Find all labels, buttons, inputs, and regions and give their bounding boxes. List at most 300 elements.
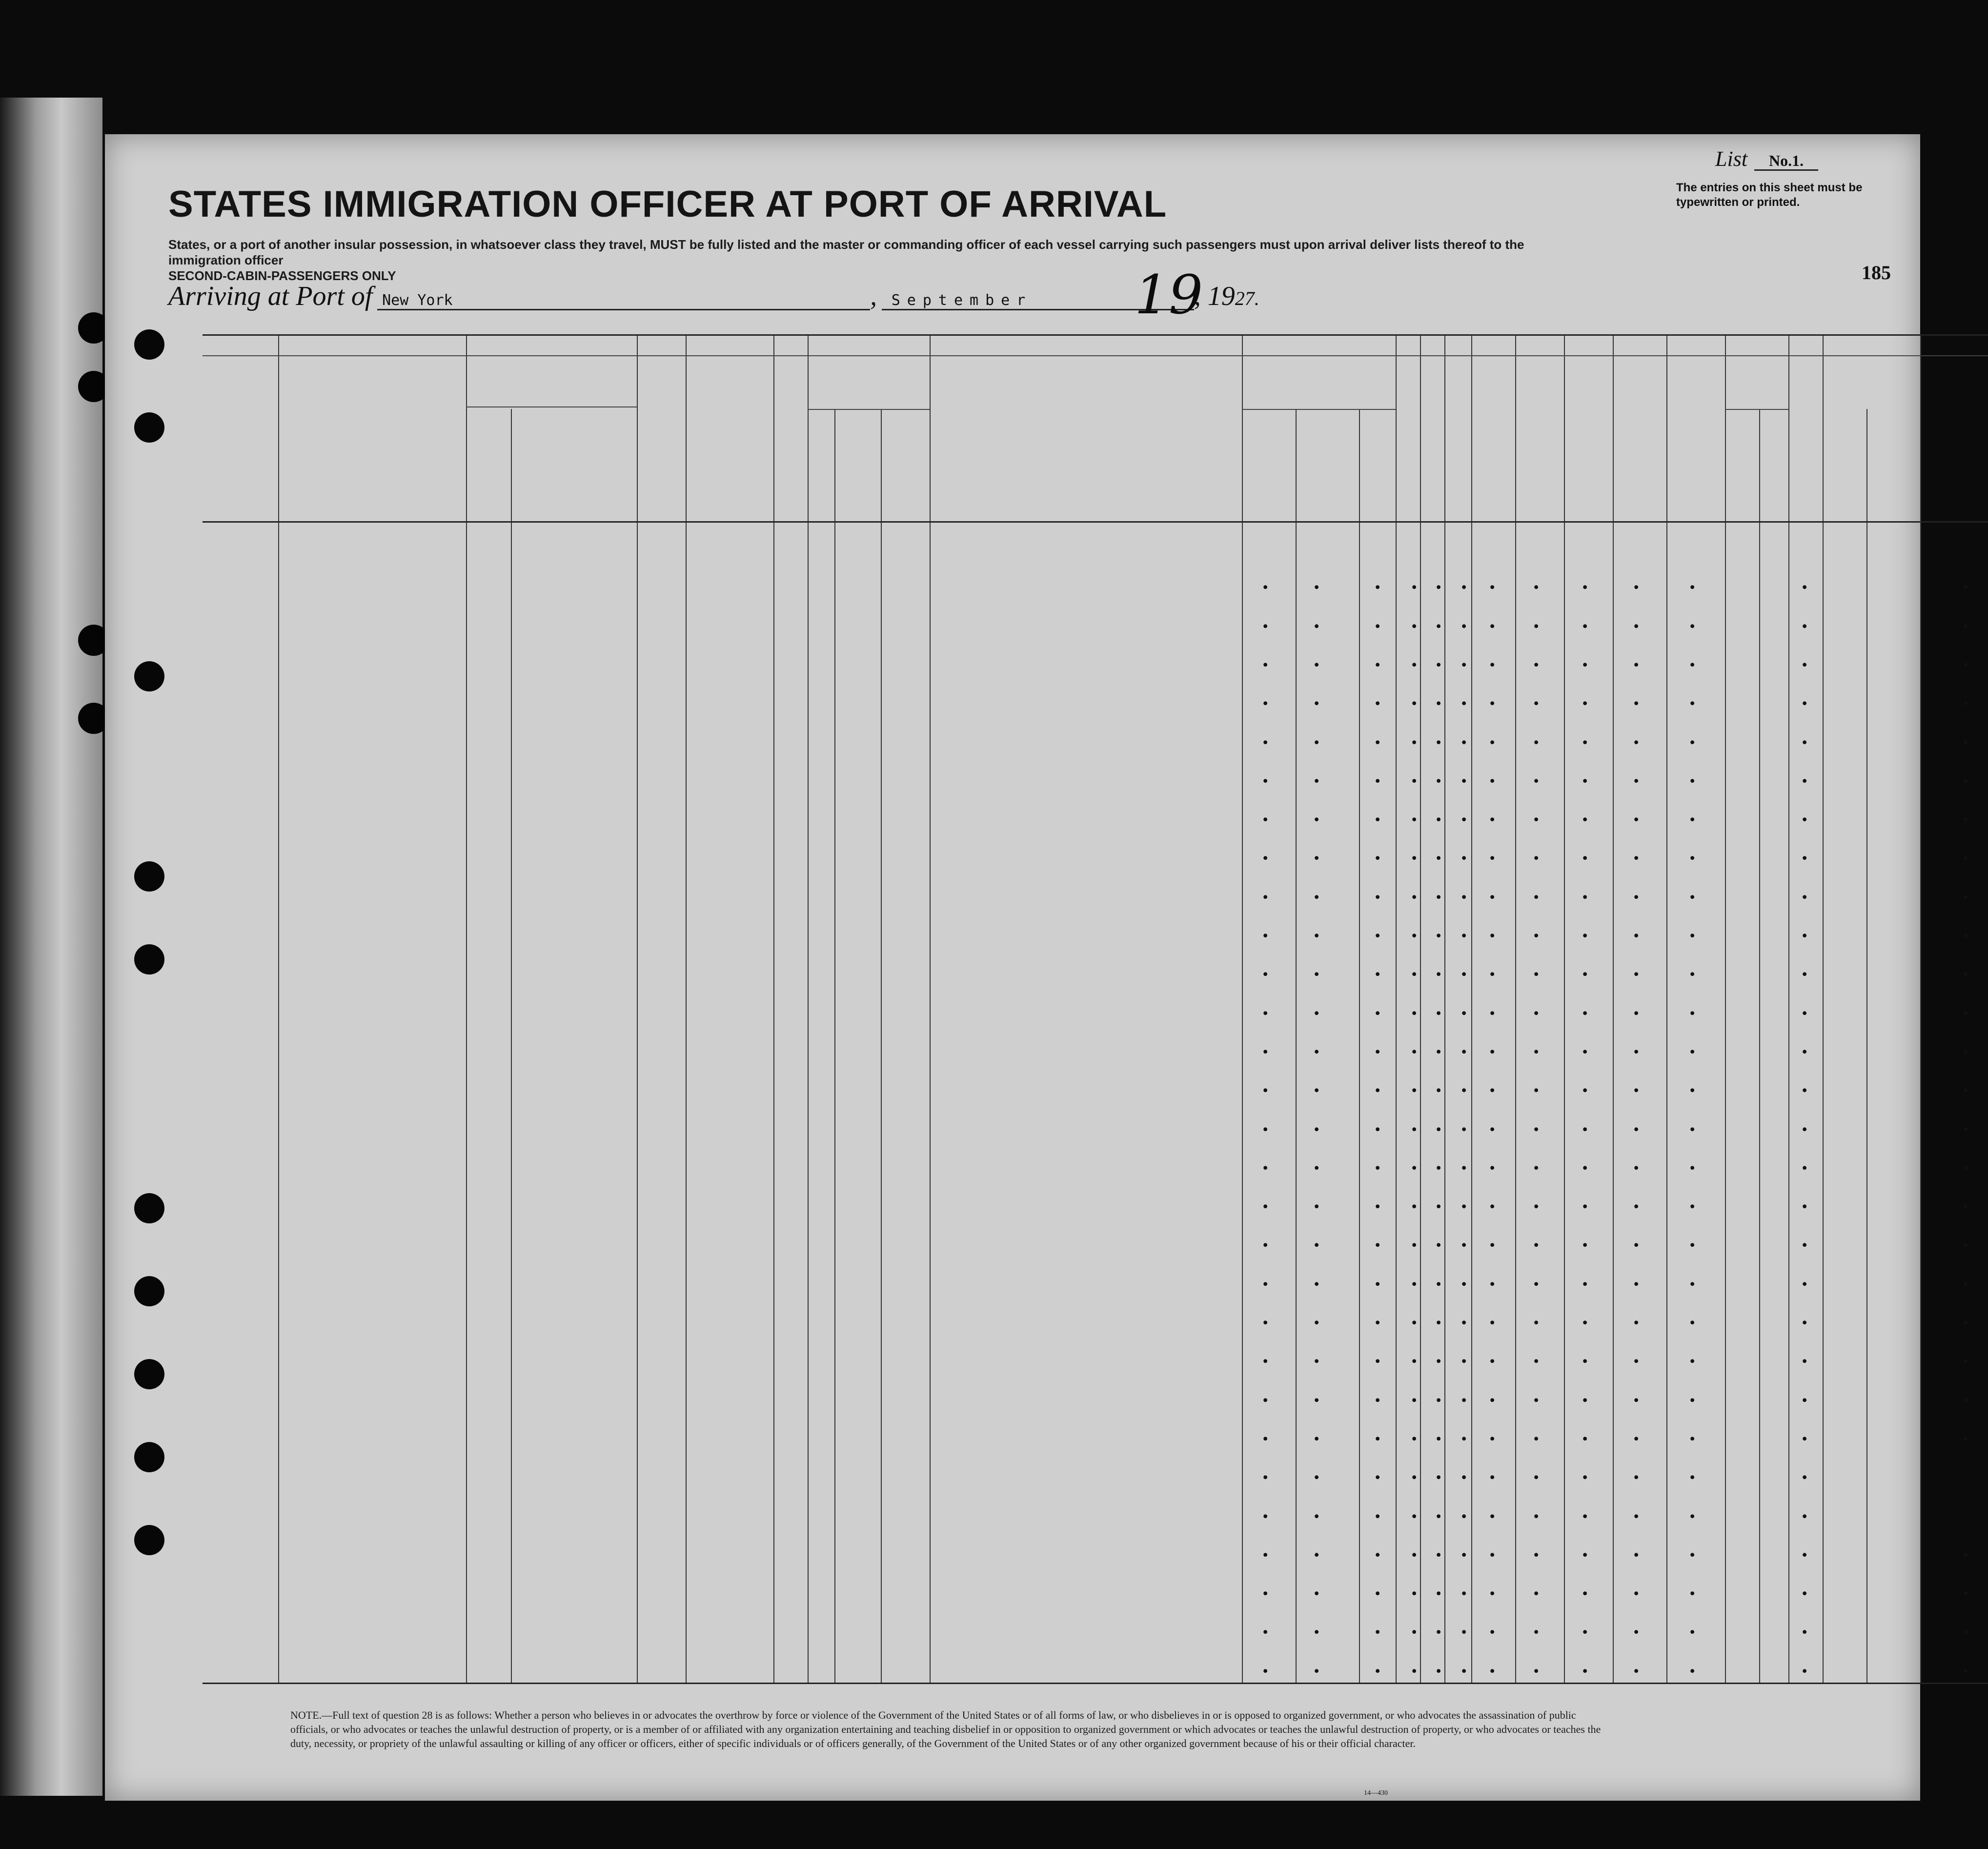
manifest-row [203, 1419, 1988, 1454]
ditto-dot: • [1962, 619, 1970, 634]
ditto-dot: • [1313, 1238, 1321, 1254]
ditto-dot: • [1688, 1006, 1697, 1021]
subtitle-text: States, or a port of another insular possession, in whatsoever class they travel, MUST be fully listed and the master or commanding officer of each vessel carrying such passengers must upon arrival deliver lists thereof to the immigration officer [168, 237, 1524, 267]
ditto-dot: • [1460, 1238, 1468, 1254]
ditto-dot: • [1488, 1547, 1497, 1563]
header-hair [1827, 453, 1866, 467]
ditto-dot: • [1313, 1509, 1321, 1524]
manifest-row [203, 1535, 1988, 1570]
ditto-dot: • [1632, 1431, 1641, 1447]
handwritten-day: 19 [1135, 264, 1203, 326]
ditto-dot: • [1374, 1431, 1382, 1447]
ditto-dot: • [1801, 773, 1809, 789]
ditto-dot: • [1688, 1547, 1697, 1563]
ditto-dot: • [1632, 890, 1641, 905]
ditto-dot: • [1962, 580, 1970, 596]
ditto-dot: • [1532, 619, 1541, 634]
ditto-dot: • [1581, 1238, 1589, 1254]
ditto-dot: • [1801, 967, 1809, 983]
ditto-dot: • [1632, 1625, 1641, 1641]
list-label: List [1715, 147, 1748, 171]
ditto-dot: • [1581, 1044, 1589, 1060]
page-number: 185 [1862, 262, 1891, 284]
header-polygamist [1422, 370, 1442, 516]
ditto-dot: • [1410, 1625, 1419, 1641]
ditto-dot: • [1688, 1238, 1697, 1254]
month-field: September [882, 292, 1194, 310]
ditto-dot: • [1581, 580, 1589, 596]
ditto-dot: • [1962, 773, 1970, 789]
ditto-dot: • [1801, 1160, 1809, 1176]
header-length-of-stay [1303, 414, 1352, 516]
manifest-row [203, 915, 1988, 951]
ditto-dot: • [1261, 1316, 1270, 1331]
form-number: 14—430 [1364, 1789, 1388, 1797]
ditto-dot: • [1962, 1316, 1970, 1331]
ditto-dot: • [1488, 1586, 1497, 1602]
ditto-dot: • [1688, 1122, 1697, 1138]
header-passage-paid [690, 375, 769, 409]
ditto-dot: • [1261, 890, 1270, 905]
ditto-dot: • [1410, 773, 1419, 789]
ditto-dot: • [1261, 967, 1270, 983]
ditto-dot: • [1632, 1509, 1641, 1524]
ditto-dot: • [1374, 580, 1382, 596]
list-number-box [1715, 146, 1920, 171]
list-note: The entries on this sheet must be typewritten or printed. [1676, 181, 1863, 209]
ditto-dot: • [1410, 890, 1419, 905]
ditto-dot: • [1581, 657, 1589, 673]
ditto-dot: • [1374, 851, 1382, 867]
ditto-dot: • [1488, 696, 1497, 712]
ditto-dot: • [1632, 1277, 1641, 1292]
ditto-dot: • [1313, 773, 1321, 789]
ditto-dot: • [1532, 657, 1541, 673]
ditto-dot: • [1962, 1238, 1970, 1254]
ditto-dot: • [1313, 1547, 1321, 1563]
ditto-dot: • [1581, 773, 1589, 789]
header-color-of [1827, 389, 1906, 404]
ditto-dot: • [1801, 890, 1809, 905]
ditto-dot: • [1632, 1199, 1641, 1215]
ditto-dot: • [1532, 1083, 1541, 1099]
ditto-dot: • [1435, 1470, 1443, 1486]
ditto-dot: • [1581, 967, 1589, 983]
ditto-dot: • [1460, 1547, 1468, 1563]
manifest-row [203, 1148, 1988, 1183]
ditto-dot: • [1460, 696, 1468, 712]
ditto-dot: • [1801, 1122, 1809, 1138]
ditto-dot: • [1488, 1470, 1497, 1486]
ditto-dot: • [1688, 1586, 1697, 1602]
ditto-dot: • [1313, 1470, 1321, 1486]
footnote: NOTE.—Full text of question 28 is as follows: Whether a person who believes in or advocates the overthrow by force or violence of the Government of the United States or of all forms of law, or who disbelieves in or is opposed to organized government, or who advocates the assassination of public officials, or who advocates or teaches the unlawful destruction of property, or is a member of or affiliated with any organization entertaining and teaching disbelief in or opposition to organized government or which advocates or teaches the unlawful destruction of property, or who advocates or teaches the duty, necessity, or propriety of the unlawful assaulting or killing of any officer or officers, either of specific individuals or of officers generally, of the Government of the United States or of any other organized government because of his or their official character. [290, 1709, 1601, 1749]
punch-hole [134, 1442, 164, 1472]
ditto-dot: • [1801, 1431, 1809, 1447]
ditto-dot: • [1632, 851, 1641, 867]
ditto-dot: • [1532, 929, 1541, 944]
ditto-dot: • [1581, 1006, 1589, 1021]
ditto-dot: • [1581, 619, 1589, 634]
punch-hole [134, 1525, 164, 1555]
ditto-dot: • [1962, 1044, 1970, 1060]
ditto-dot: • [1532, 773, 1541, 789]
ditto-dot: • [1261, 1625, 1270, 1641]
ditto-dot: • [1261, 813, 1270, 828]
ditto-dot: • [1688, 1470, 1697, 1486]
ditto-dot: • [1410, 1509, 1419, 1524]
ditto-dot: • [1801, 851, 1809, 867]
header-marks [1925, 424, 1988, 453]
header-final-destination [471, 365, 656, 385]
ditto-dot: • [1374, 1044, 1382, 1060]
ditto-dot: • [1435, 929, 1443, 944]
ditto-dot: • [1962, 1160, 1970, 1176]
ditto-dot: • [1374, 619, 1382, 634]
punch-hole [134, 944, 164, 975]
ditto-dot: • [1435, 657, 1443, 673]
ditto-dot: • [1460, 929, 1468, 944]
ditto-dot: • [1435, 1586, 1443, 1602]
ditto-dot: • [1532, 696, 1541, 712]
header-purpose [1247, 365, 1393, 380]
ditto-dot: • [1488, 1238, 1497, 1254]
ditto-dot: • [1435, 1160, 1443, 1176]
ditto-dot: • [1688, 813, 1697, 828]
ditto-dot: • [1688, 929, 1697, 944]
ditto-dot: • [1261, 1160, 1270, 1176]
ditto-dot: • [1962, 1277, 1970, 1292]
ditto-dot: • [1801, 1238, 1809, 1254]
ditto-dot: • [1261, 1199, 1270, 1215]
ditto-dot: • [1374, 1238, 1382, 1254]
ditto-dot: • [1261, 1277, 1270, 1292]
manifest-row [203, 954, 1988, 989]
ditto-dot: • [1261, 696, 1270, 712]
header-before-in-us [810, 365, 927, 404]
ditto-dot: • [1410, 1277, 1419, 1292]
ditto-dot: • [1801, 735, 1809, 751]
ditto-dot: • [1374, 1547, 1382, 1563]
ditto-dot: • [1313, 1586, 1321, 1602]
ditto-dot: • [1962, 657, 1970, 673]
ditto-dot: • [1313, 1083, 1321, 1099]
ditto-dot: • [1581, 929, 1589, 944]
ditto-dot: • [1581, 890, 1589, 905]
ditto-dot: • [1581, 813, 1589, 828]
ditto-dot: • [1374, 929, 1382, 944]
header-ticket [642, 365, 681, 511]
ditto-dot: • [1801, 929, 1809, 944]
header-complexion [1791, 433, 1820, 463]
ditto-dot: • [1488, 1277, 1497, 1292]
ditto-dot: • [1410, 929, 1419, 944]
header-bottom-rule [203, 521, 1988, 523]
ditto-dot: • [1532, 813, 1541, 828]
header-instructions [168, 237, 1583, 284]
ditto-dot: • [1488, 890, 1497, 905]
ditto-dot: • [1374, 735, 1382, 751]
ditto-dot: • [1632, 1006, 1641, 1021]
ditto-dot: • [1435, 1547, 1443, 1563]
ditto-dot: • [1532, 1547, 1541, 1563]
ditto-dot: • [1374, 1664, 1382, 1679]
ditto-dot: • [1801, 1547, 1809, 1563]
ditto-dot: • [1488, 1044, 1497, 1060]
ditto-dot: • [1410, 1160, 1419, 1176]
ditto-dot: • [1488, 580, 1497, 596]
ditto-dot: • [1460, 1354, 1468, 1370]
ditto-dot: • [1488, 851, 1497, 867]
ditto-dot: • [1632, 1122, 1641, 1138]
ditto-dot: • [1532, 967, 1541, 983]
ditto-dot: • [1460, 1083, 1468, 1099]
header-if-yes [837, 424, 930, 438]
ditto-dot: • [1460, 1431, 1468, 1447]
ditto-dot: • [1261, 1354, 1270, 1370]
ditto-dot: • [1313, 1625, 1321, 1641]
header-inches [1762, 453, 1786, 467]
ditto-dot: • [1801, 1470, 1809, 1486]
ditto-dot: • [1460, 773, 1468, 789]
ditto-dot: • [1261, 735, 1270, 751]
ditto-dot: • [1801, 1354, 1809, 1370]
ditto-dot: • [1374, 1083, 1382, 1099]
ditto-dot: • [1374, 967, 1382, 983]
ditto-dot: • [1261, 1586, 1270, 1602]
ditto-dot: • [1488, 657, 1497, 673]
ditto-dot: • [1374, 1354, 1382, 1370]
punch-hole [134, 861, 164, 892]
ditto-dot: • [1313, 851, 1321, 867]
ditto-dot: • [1435, 890, 1443, 905]
ditto-dot: • [1581, 1277, 1589, 1292]
ditto-dot: • [1313, 929, 1321, 944]
header-year-period [837, 453, 881, 492]
manifest-row [203, 645, 1988, 680]
ditto-dot: • [1488, 1083, 1497, 1099]
ditto-dot: • [1435, 1238, 1443, 1254]
ditto-dot: • [1313, 1664, 1321, 1679]
ditto-dot: • [1313, 657, 1321, 673]
ditto-dot: • [1374, 1006, 1382, 1021]
ditto-dot: • [1488, 1122, 1497, 1138]
ditto-dot: • [1581, 1509, 1589, 1524]
ditto-dot: • [1460, 657, 1468, 673]
ditto-dot: • [1581, 1316, 1589, 1331]
ditto-dot: • [1374, 1393, 1382, 1408]
manifest-row [203, 606, 1988, 641]
manifest-row [203, 761, 1988, 796]
ditto-dot: • [1374, 890, 1382, 905]
ditto-dot: • [1460, 967, 1468, 983]
ditto-dot: • [1410, 1664, 1419, 1679]
ditto-dot: • [1410, 1354, 1419, 1370]
ditto-dot: • [1632, 773, 1641, 789]
ditto-dot: • [1632, 580, 1641, 596]
ditto-dot: • [1801, 1586, 1809, 1602]
ditto-dot: • [1460, 1470, 1468, 1486]
ditto-dot: • [1581, 1470, 1589, 1486]
ditto-dot: • [1435, 619, 1443, 634]
ditto-dot: • [1801, 813, 1809, 828]
ditto-dot: • [1435, 1316, 1443, 1331]
manifest-row [203, 877, 1988, 912]
header-return-intent [1252, 414, 1291, 516]
ditto-dot: • [1460, 735, 1468, 751]
ditto-dot: • [1688, 1664, 1697, 1679]
ditto-dot: • [1435, 1044, 1443, 1060]
page-title: STATES IMMIGRATION OFFICER AT PORT OF ARRIVAL [168, 183, 1167, 225]
ditto-dot: • [1581, 696, 1589, 712]
ditto-dot: • [1313, 890, 1321, 905]
manifest-row [203, 683, 1988, 718]
ditto-dot: • [1410, 735, 1419, 751]
ditto-dot: • [1488, 967, 1497, 983]
ditto-dot: • [1410, 696, 1419, 712]
ditto-dot: • [1962, 1393, 1970, 1408]
manifest-row [203, 1109, 1988, 1144]
ditto-dot: • [1632, 1393, 1641, 1408]
arrival-line: Arriving at Port of New York , September , 1927. [168, 281, 1259, 311]
ditto-dot: • [1410, 1122, 1419, 1138]
ditto-dot: • [1435, 1393, 1443, 1408]
ditto-dot: • [1313, 1199, 1321, 1215]
manifest-row [203, 1457, 1988, 1492]
ditto-dot: • [1261, 1122, 1270, 1138]
ditto-dot: • [1488, 1664, 1497, 1679]
ditto-dot: • [1460, 1277, 1468, 1292]
ditto-dot: • [1374, 696, 1382, 712]
ditto-dot: • [1261, 1238, 1270, 1254]
ditto-dot: • [1410, 1006, 1419, 1021]
ditto-dot: • [1962, 1199, 1970, 1215]
ditto-dot: • [1488, 1431, 1497, 1447]
header-eyes [1871, 453, 1906, 467]
ditto-dot: • [1581, 1664, 1589, 1679]
ditto-dot: • [1488, 1199, 1497, 1215]
ditto-dot: • [1801, 1393, 1809, 1408]
ditto-dot: • [1261, 1431, 1270, 1447]
ditto-dot: • [1488, 773, 1497, 789]
ditto-dot: • [1581, 1083, 1589, 1099]
ditto-dot: • [1435, 1199, 1443, 1215]
ditto-dot: • [1801, 619, 1809, 634]
ditto-dot: • [1261, 657, 1270, 673]
ditto-dot: • [1460, 1664, 1468, 1679]
ditto-dot: • [1801, 657, 1809, 673]
ditto-dot: • [1460, 890, 1468, 905]
ditto-dot: • [1632, 1083, 1641, 1099]
ditto-dot: • [1581, 1122, 1589, 1138]
ditto-dot: • [1261, 1006, 1270, 1021]
ditto-dot: • [1488, 1006, 1497, 1021]
header-rule [203, 355, 1988, 356]
manifest-row [203, 1612, 1988, 1647]
ditto-dot: • [1410, 657, 1419, 673]
ditto-dot: • [1581, 735, 1589, 751]
ditto-dot: • [1532, 1122, 1541, 1138]
header-overthrow [1476, 370, 1510, 516]
ditto-dot: • [1532, 1586, 1541, 1602]
ditto-dot: • [1632, 1586, 1641, 1602]
ditto-dot: • [1435, 1664, 1443, 1679]
before-in-us-rule [808, 409, 930, 410]
ditto-dot: • [1532, 735, 1541, 751]
ditto-dot: • [1261, 619, 1270, 634]
ditto-dot: • [1435, 1122, 1443, 1138]
ditto-dot: • [1488, 1625, 1497, 1641]
ditto-dot: • [1410, 967, 1419, 983]
header-anarchist [1447, 370, 1466, 516]
ditto-dot: • [1410, 1586, 1419, 1602]
ditto-dot: • [1962, 696, 1970, 712]
ditto-dot: • [1435, 967, 1443, 983]
ditto-dot: • [1435, 696, 1443, 712]
manifest-row [203, 1380, 1988, 1415]
arriving-label: Arriving at Port of [168, 281, 373, 311]
punch-hole [134, 1359, 164, 1389]
ditto-dot: • [1313, 696, 1321, 712]
punch-hole [134, 1193, 164, 1223]
manifest-row [203, 1573, 1988, 1608]
ditto-dot: • [1632, 1470, 1641, 1486]
year-prefix: , 19 [1194, 281, 1235, 311]
manifest-row [203, 1225, 1988, 1260]
ditto-dot: • [1410, 1316, 1419, 1331]
ditto-dot: • [1374, 813, 1382, 828]
purpose-rule [1242, 409, 1396, 410]
ditto-dot: • [1460, 1316, 1468, 1331]
ditto-dot: • [1532, 1199, 1541, 1215]
ditto-dot: • [1632, 1238, 1641, 1254]
header-condition-health [1618, 404, 1664, 482]
ditto-dot: • [1962, 1547, 1970, 1563]
ditto-dot: • [1488, 1160, 1497, 1176]
manifest-row [203, 1496, 1988, 1531]
ditto-dot: • [1261, 1393, 1270, 1408]
ditto-dot: • [1632, 1547, 1641, 1563]
ditto-dot: • [1962, 1625, 1970, 1641]
ditto-dot: • [1435, 851, 1443, 867]
ditto-dot: • [1488, 1354, 1497, 1370]
ditto-dot: • [1410, 851, 1419, 867]
ditto-dot: • [1313, 619, 1321, 634]
ditto-dot: • [1801, 1006, 1809, 1021]
ditto-dot: • [1532, 1160, 1541, 1176]
ditto-dot: • [1435, 1431, 1443, 1447]
ditto-dot: • [1962, 813, 1970, 828]
ditto-dot: • [1460, 1393, 1468, 1408]
ditto-dot: • [1435, 1083, 1443, 1099]
ditto-dot: • [1532, 580, 1541, 596]
port-field: New York [377, 292, 870, 310]
ditto-dot: • [1532, 1393, 1541, 1408]
ditto-dot: • [1532, 1509, 1541, 1524]
ditto-dot: • [1632, 929, 1641, 944]
ditto-dot: • [1488, 813, 1497, 828]
ditto-dot: • [1581, 1160, 1589, 1176]
ditto-dot: • [1688, 1625, 1697, 1641]
ditto-dot: • [1435, 1006, 1443, 1021]
ditto-dot: • [1410, 1044, 1419, 1060]
ditto-dot: • [1435, 1509, 1443, 1524]
ditto-dot: • [1410, 1470, 1419, 1486]
class-line: SECOND-CABIN-PASSENGERS ONLY [168, 268, 396, 283]
ditto-dot: • [1410, 619, 1419, 634]
manifest-row [203, 1070, 1988, 1105]
manifest-row [203, 1651, 1988, 1686]
